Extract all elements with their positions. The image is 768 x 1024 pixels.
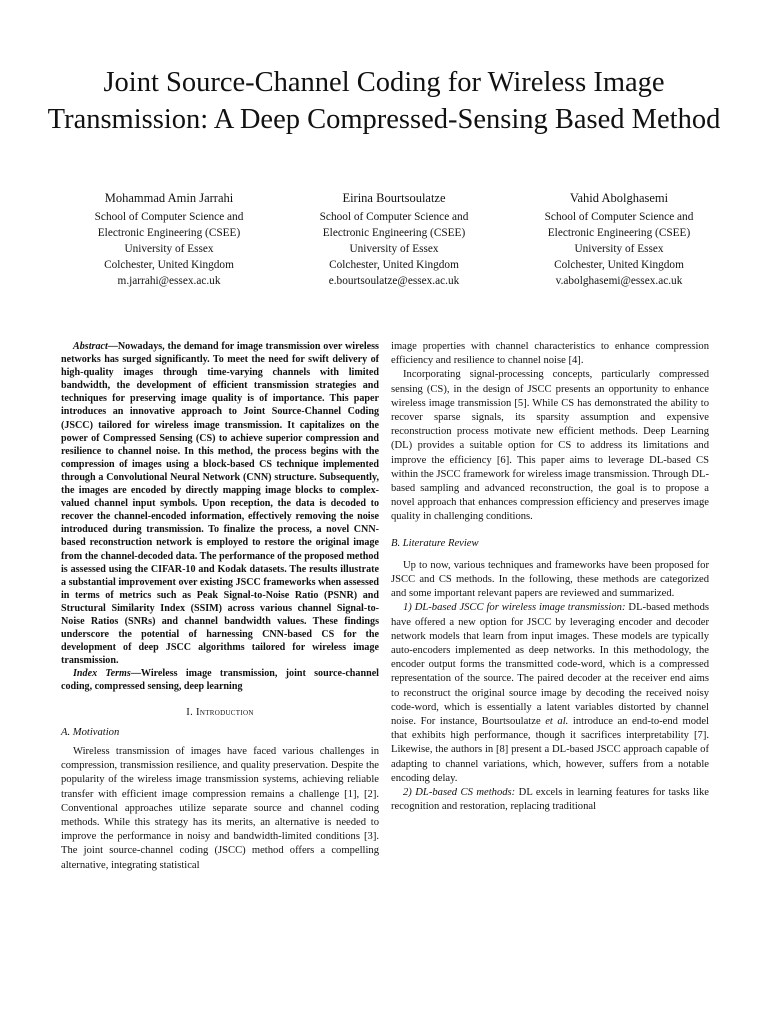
index-terms-text: —Wireless image transmission, joint source-channel coding, compressed sensing, deep learning: [61, 668, 379, 693]
author-email: e.bourtsoulatze@essex.ac.uk: [328, 275, 460, 287]
dl-jscc-paragraph: [391, 601, 709, 786]
author-affiliation-line: Colchester, United Kingdom: [104, 259, 234, 271]
index-terms: [61, 667, 379, 693]
author-affiliation-line: Electronic Engineering (CSEE): [547, 227, 691, 239]
author-email: v.abolghasemi@essex.ac.uk: [555, 275, 683, 287]
abstract: [61, 340, 379, 667]
author-affiliation-line: School of Computer Science and: [319, 211, 469, 223]
author-name: Eirina Bourtsoulatze: [342, 191, 446, 205]
author-block: [74, 190, 714, 289]
subsubsection-label: 2) DL-based CS methods:: [403, 787, 516, 799]
paragraph-text: DL excels in learning features for tasks like recognition and restoration, replacing traditional: [391, 787, 709, 813]
author-affiliation-line: Electronic Engineering (CSEE): [322, 227, 466, 239]
body-paragraph: Incorporating signal-processing concepts, particularly compressed sensing (CS), in the design of JSCC presents an opportunity to enhance wireless image transmission [5]. While CS has demonstrated the ability to recover sparse signals, its sparsity assumption and expensive reconstruction process motivate new efficient methods. Deep Learning (DL) provides a suitable option for CS to address its limitations and improve the efficiency [6]. This paper aims to leverage DL-based CS within the JSCC framework for wireless image transmission. Through DL-based sampling and advanced reconstruction, the goal is to propose a novel approach that enhances compression efficiency and preserves image quality in challenging conditions.: [391, 369, 709, 523]
subsection-heading-motivation: A. Motivation: [61, 726, 120, 738]
left-column: [61, 340, 379, 873]
motivation-paragraph: Wireless transmission of images have faced various challenges in compression, transmission resilience, and quality preservation. Despite the popularity of the wireless image transmission systems, achieving reliable transfer with efficient image compression remains a challenge [1], [2]. Conventional approaches utilize separate source and channel coding methods. While this strategy has its merits, an alternative is needed to improve the performance in noisy and bandwidth-limited conditions [3]. The joint source-channel coding (JSCC) method offers a compelling alternative, integrating statistical: [61, 745, 379, 871]
paper-title: Joint Source-Channel Coding for Wireless Image Transmission: A Deep Compressed-Sensing Based Method: [47, 67, 721, 135]
author-affiliation-line: University of Essex: [574, 243, 664, 255]
author-affiliation-line: Colchester, United Kingdom: [554, 259, 684, 271]
paragraph-text: DL-based methods have offered a new option for JSCC by leveraging encoder and decoder network models that learn from input images. These models are typically auto-encoders implemented as deep networks. In this methodology, the encoder output forms the transmitted code-word, which is a compressed representation of the source. The paired decoder at the receiver end aims to reconstruct the original source image by decoding the received noisy code-word, which is essentially a latent variables distorted by channel noise. For instance, Bourtsoulatze: [391, 602, 709, 728]
author-affiliation-line: Electronic Engineering (CSEE): [97, 227, 241, 239]
subsubsection-label: 1) DL-based JSCC for wireless image transmission:: [403, 602, 626, 614]
right-column: [391, 340, 709, 815]
author-affiliation-line: University of Essex: [124, 243, 214, 255]
author-name: Mohammad Amin Jarrahi: [104, 191, 234, 205]
author-3: [524, 190, 714, 289]
section-number: I.: [186, 706, 194, 718]
body-paragraph: image properties with channel characteristics to enhance compression efficiency and resilience to channel noise [4].: [391, 341, 709, 367]
author-name: Vahid Abolghasemi: [569, 191, 669, 205]
section-heading-introduction: [61, 706, 379, 720]
section-title: Introduction: [196, 706, 254, 718]
author-1: [74, 190, 264, 289]
index-terms-label: Index Terms: [73, 668, 131, 680]
author-affiliation-line: School of Computer Science and: [94, 211, 244, 223]
et-al-text: et al.: [545, 716, 569, 728]
author-affiliation-line: Colchester, United Kingdom: [329, 259, 459, 271]
author-affiliation-line: School of Computer Science and: [544, 211, 694, 223]
author-email: m.jarrahi@essex.ac.uk: [117, 275, 221, 287]
abstract-text: —Nowadays, the demand for image transmission over wireless networks has surged significantly. To meet the need for swift delivery of high-quality images through time-varying channels with limited bandwidth, the development of efficient transmission strategies and techniques for preserving image quality is of importance. This paper introduces an innovative approach to Joint Source-Channel Coding (JSCC) tailored for wireless image transmission. It capitalizes on the power of Compressed Sensing (CS) to achieve superior compression and resilience to channel noise. In this method, the process begins with the compression of images using a block-based CS technique implemented through a Convolutional Neural Network (CNN) structure. Subsequently, the images are encoded by directly mapping image blocks to complex-valued channel input symbols. Upon reception, the data is decoded to recover the channel-encoded information, effectively removing the noise introduced during transmission. To finalize the process, a novel CNN-based reconstruction network is employed to restore the original image from the channel-decoded data. The performance of the proposed method is assessed using the CIFAR-10 and Kodak datasets. The results illustrate a substantial improvement over existing JSCC frameworks when assessed in terms of metrics such as Peak Signal-to-Noise Ratio (PSNR) and Structural Similarity Index (SSIM) across various channel Signal-to-Noise Ratios (SNRs) and channel bandwidth values. These findings underscore the potential of harnessing CNN-based CS for the development of deep JSCC algorithms tailored for wireless image transmission.: [61, 341, 379, 667]
abstract-label: Abstract: [73, 341, 108, 352]
literature-paragraph: Up to now, various techniques and frameworks have been proposed for JSCC and CS methods. In the following, these methods are categorized and some important relevant papers are reviewed and summarized.: [391, 559, 709, 600]
dl-cs-paragraph: [391, 786, 709, 814]
subsection-heading-literature-review: B. Literature Review: [391, 537, 479, 549]
author-2: [299, 190, 489, 289]
paragraph-text: introduce an end-to-end model that exhibits high performance, though it sacrifices interpretability [7]. Likewise, the authors in [8] present a DL-based JSCC approach capable of adapting to channel variations, which, however, suffers from a notable encoding delay.: [391, 716, 709, 784]
author-affiliation-line: University of Essex: [349, 243, 439, 255]
